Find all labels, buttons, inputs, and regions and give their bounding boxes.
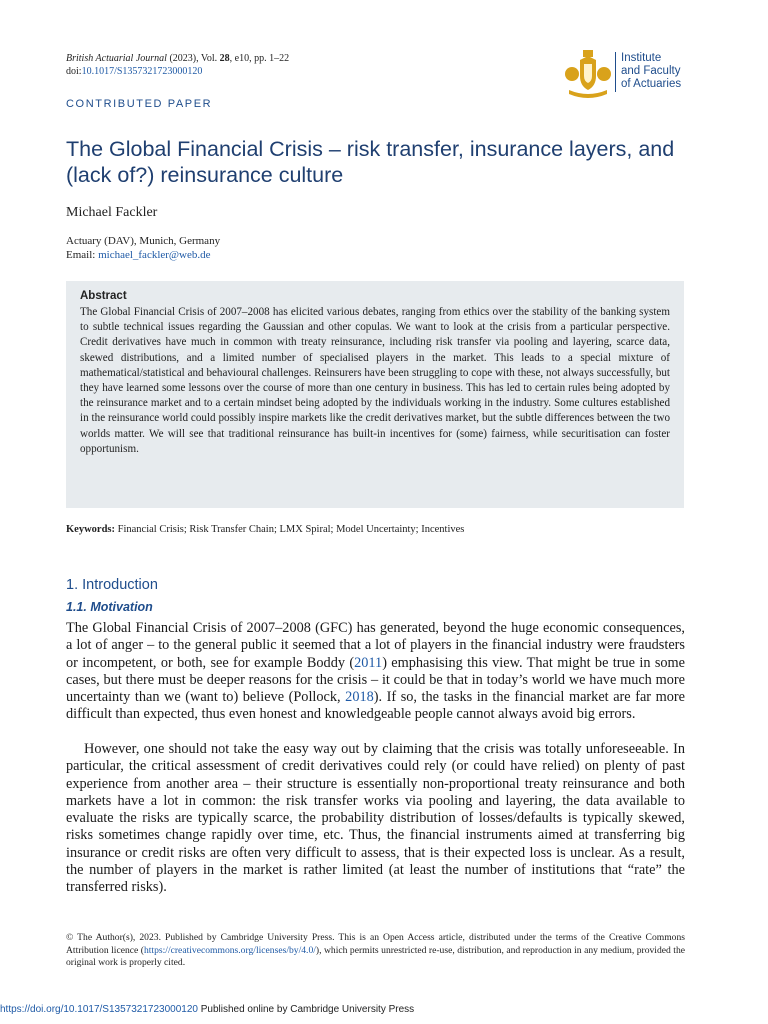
author-name: Michael Fackler [66,205,158,220]
published-online-text: Published online by Cambridge University Press [197,1004,415,1015]
journal-year-vol: (2023), Vol. [166,53,220,64]
abstract-heading: Abstract [80,290,127,302]
doi-link[interactable]: 10.1017/S1357321723000120 [81,66,203,77]
journal-volume: 28 [219,53,230,64]
paper-title: The Global Financial Crisis – risk transfer, insurance layers, and (lack of?) reinsurance culture [66,137,675,187]
ifoa-logo [563,48,688,100]
crest-icon [563,48,613,98]
section-heading-introduction: 1. Introduction [66,577,158,593]
footnote-text-a: © The Author(s), 2023. Published by Cambridge University Press. This is an Open Access article, distributed under the terms of the Creative Commons Attribution licence ( [66,932,685,956]
license-link[interactable]: https://creativecommons.org/licenses/by/4.0/ [143,944,316,956]
keywords [66,524,464,535]
footer-doi-link[interactable]: https://doi.org/10.1017/S1357321723000120 [0,1004,198,1015]
journal-name: British Actuarial Journal [66,53,167,64]
citation-pollock-2018[interactable]: 2018 [345,689,374,706]
doi-prefix: doi: [66,66,82,77]
logo-line-3: of Actuaries [621,78,682,90]
journal-citation [66,52,289,65]
citation-boddy-2011[interactable]: 2011 [354,654,383,671]
p1-text-a: The Global Financial Crisis of 2007–2008 (GFC) has generated, beyond the huge economic consequences, a lot of anger – to the general public it seemed that a lot of players in the financial industry were fraudsters or incompetent, or both, see for example Boddy ( [66,620,685,671]
p1-text-b: ) emphasising this view. That might be true in some cases, but there must be deeper reasons for the crisis – it could be that in today’s world we have much more uncertainty than we (want to) believe (Pollock, [66,654,685,706]
logo-divider [615,52,616,92]
subsection-heading-motivation: 1.1. Motivation [66,600,153,614]
journal-pages: , e10, pp. 1–22 [229,53,290,64]
paragraph-1 [66,620,685,724]
keywords-label: Keywords: [66,524,115,535]
email-label: Email: [66,249,99,261]
abstract-box [66,281,684,508]
author-affiliation-block [66,234,220,262]
article-type: CONTRIBUTED PAPER [66,98,213,110]
logo-line-2: and Faculty [621,65,681,77]
published-online-bar [0,1004,414,1015]
email-line [66,248,220,262]
footnote-text-b: ), which permits unrestricted re-use, distribution, and reproduction in any medium, provided the original work is properly cited. [66,944,686,969]
logo-text [621,52,681,91]
keywords-list: Financial Crisis; Risk Transfer Chain; LMX Spiral; Model Uncertainty; Incentives [115,524,465,535]
email-link[interactable]: michael_fackler@web.de [98,249,211,261]
logo-line-1: Institute [621,52,662,64]
p1-text-c: ). If so, the tasks in the financial market are far more difficult than expected, thus even honest and knowledgeable people cannot always avoid big errors. [66,689,685,723]
affiliation: Actuary (DAV), Munich, Germany [66,235,221,247]
doi-line [66,65,202,78]
copyright-footnote [66,932,685,970]
abstract-text: The Global Financial Crisis of 2007–2008 has elicited various debates, ranging from ethics over the stability of the banking system to subtle technical issues regarding the Gaussian and other copulas. We want to look at the crisis from a particular perspective. Credit derivatives have much in common with treaty reinsurance, including risk transfer via pooling and layering, scarce data, skewed distributions, and a limited number of specialised players in the market. This leads to a special mixture of mathematical/statistical and behavioural challenges. Reinsurers have been struggling to cope with these, not always successfully, but they have learned some lessons over the course of more than one century in business. This has led to certain rules being adopted by the reinsurance market and to a certain mindset being adopted by the individuals working in the industry. Some cultures established in the reinsurance world could possibly inspire markets like the credit derivatives market, but the subtle differences between the two worlds matter. We will see that traditional reinsurance has built-in incentives for (some) fairness, while securitisation can foster opportunism. [80,306,670,455]
paragraph-2: However, one should not take the easy way out by claiming that the crisis was totally unforeseeable. In particular, the critical assessment of credit derivatives could rely (or could have relied) on plenty of past experience from another area – their structure is essentially non-proportional treaty reinsurance and both markets have a lot in common: the risk transfer works via pooling and layering, the data available to evaluate the risks are typically scarce, the probability distribution of losses/defaults is typically skewed, risks sometimes change rapidly over time, etc. Thus, the financial instruments aimed at transferring big insurance or credit risks are often very difficult to assess, that is their expected loss is unclear. As a result, the number of players in the market is rather limited (at least the number of institutions that “rate” the transferred risks). [66,741,685,896]
